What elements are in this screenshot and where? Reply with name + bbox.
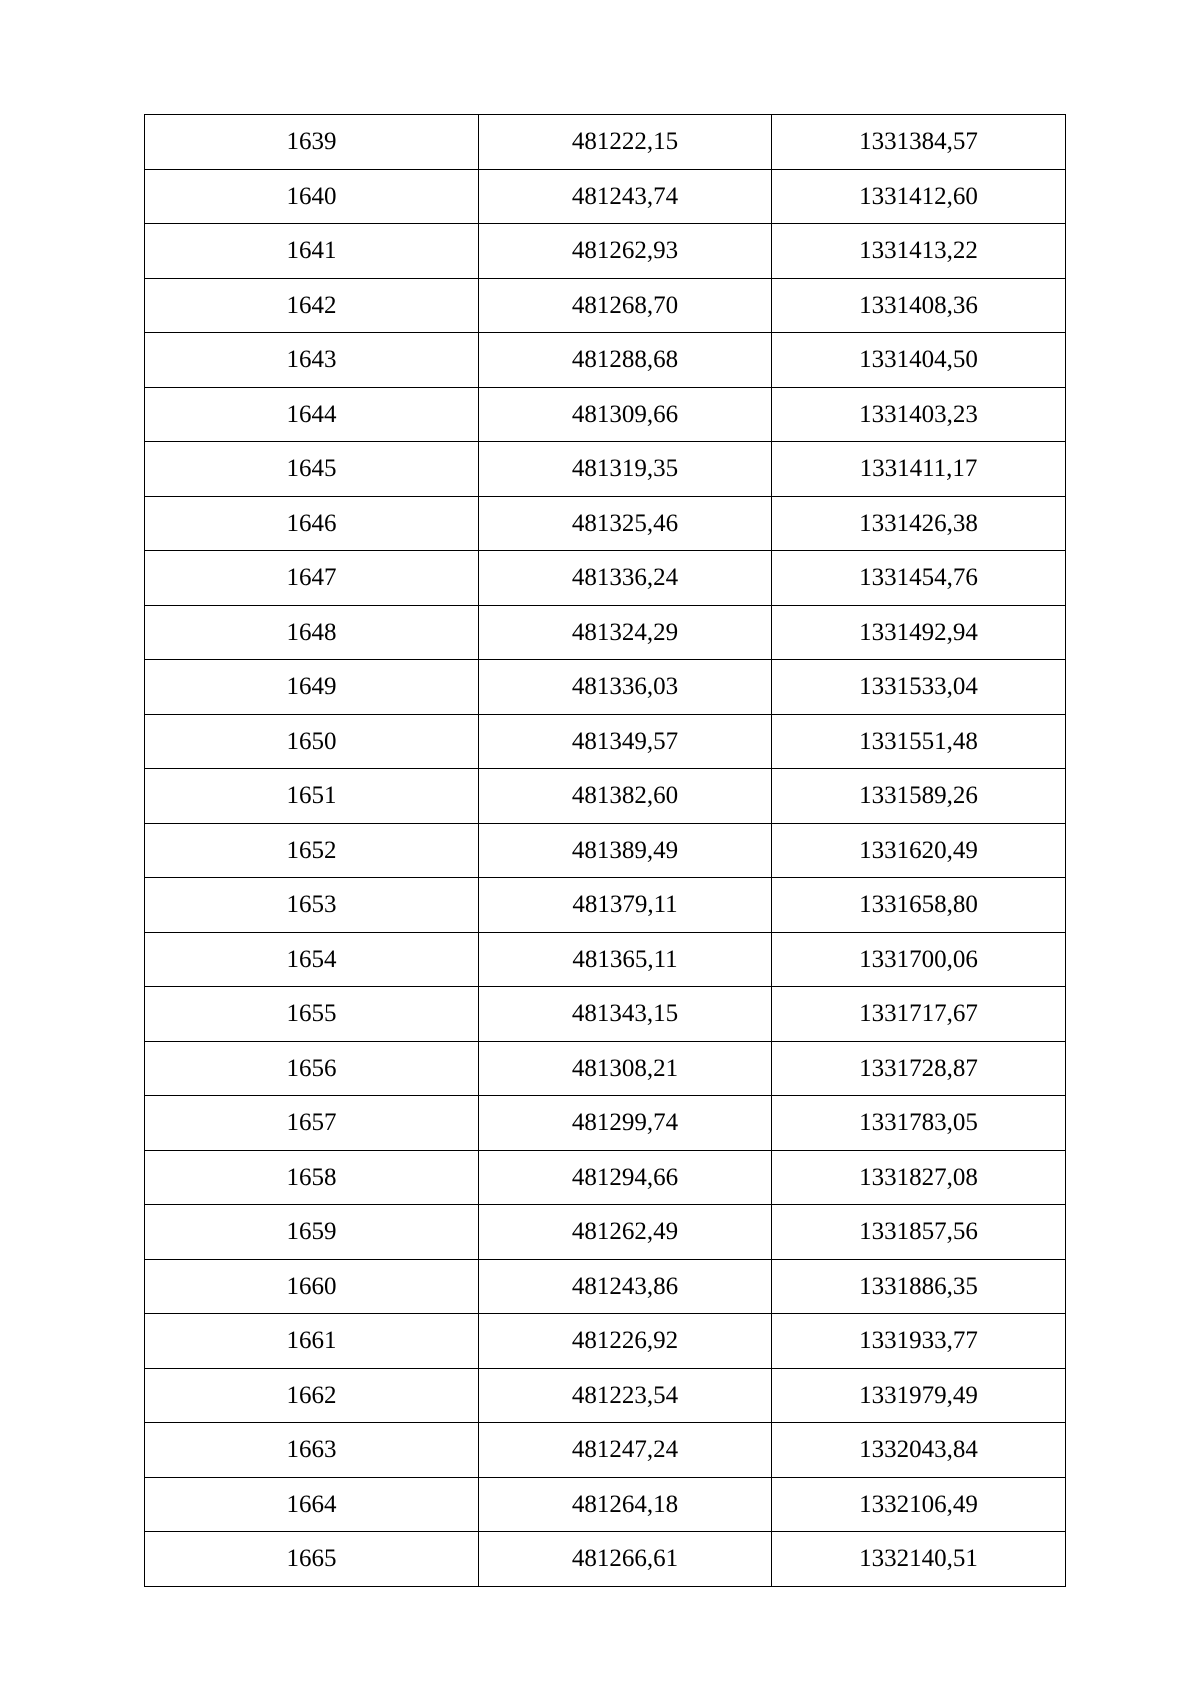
- point-number-cell: 1640: [145, 169, 479, 224]
- y-coordinate-cell: 1331717,67: [772, 987, 1066, 1042]
- point-number-cell: 1642: [145, 278, 479, 333]
- y-coordinate-cell: 1331404,50: [772, 333, 1066, 388]
- table-row: [145, 169, 1066, 224]
- x-coordinate-cell: 481336,03: [479, 660, 772, 715]
- x-coordinate-cell: 481319,35: [479, 442, 772, 497]
- y-coordinate-cell: 1331886,35: [772, 1259, 1066, 1314]
- y-coordinate-cell: 1331412,60: [772, 169, 1066, 224]
- point-number-cell: 1651: [145, 769, 479, 824]
- x-coordinate-cell: 481308,21: [479, 1041, 772, 1096]
- x-coordinate-cell: 481226,92: [479, 1314, 772, 1369]
- point-number-cell: 1641: [145, 224, 479, 279]
- point-number-cell: 1649: [145, 660, 479, 715]
- x-coordinate-cell: 481365,11: [479, 932, 772, 987]
- y-coordinate-cell: 1331658,80: [772, 878, 1066, 933]
- point-number-cell: 1650: [145, 714, 479, 769]
- y-coordinate-cell: 1332043,84: [772, 1423, 1066, 1478]
- table-row: [145, 1423, 1066, 1478]
- x-coordinate-cell: 481222,15: [479, 115, 772, 170]
- table-row: [145, 660, 1066, 715]
- table-row: [145, 605, 1066, 660]
- y-coordinate-cell: 1331783,05: [772, 1096, 1066, 1151]
- coordinates-table: [144, 114, 1066, 1587]
- table-row: [145, 932, 1066, 987]
- table-row: [145, 987, 1066, 1042]
- y-coordinate-cell: 1331589,26: [772, 769, 1066, 824]
- y-coordinate-cell: 1331426,38: [772, 496, 1066, 551]
- y-coordinate-cell: 1331979,49: [772, 1368, 1066, 1423]
- table-row: [145, 714, 1066, 769]
- x-coordinate-cell: 481336,24: [479, 551, 772, 606]
- point-number-cell: 1647: [145, 551, 479, 606]
- table-row: [145, 1259, 1066, 1314]
- y-coordinate-cell: 1331411,17: [772, 442, 1066, 497]
- point-number-cell: 1648: [145, 605, 479, 660]
- table-row: [145, 1041, 1066, 1096]
- point-number-cell: 1639: [145, 115, 479, 170]
- y-coordinate-cell: 1331620,49: [772, 823, 1066, 878]
- x-coordinate-cell: 481309,66: [479, 387, 772, 442]
- x-coordinate-cell: 481243,74: [479, 169, 772, 224]
- point-number-cell: 1653: [145, 878, 479, 933]
- x-coordinate-cell: 481262,49: [479, 1205, 772, 1260]
- table-row: [145, 823, 1066, 878]
- x-coordinate-cell: 481243,86: [479, 1259, 772, 1314]
- table-row: [145, 1096, 1066, 1151]
- point-number-cell: 1658: [145, 1150, 479, 1205]
- y-coordinate-cell: 1331384,57: [772, 115, 1066, 170]
- table-row: [145, 1477, 1066, 1532]
- table-row: [145, 551, 1066, 606]
- table-row: [145, 115, 1066, 170]
- table-row: [145, 1205, 1066, 1260]
- x-coordinate-cell: 481264,18: [479, 1477, 772, 1532]
- y-coordinate-cell: 1331700,06: [772, 932, 1066, 987]
- x-coordinate-cell: 481262,93: [479, 224, 772, 279]
- x-coordinate-cell: 481389,49: [479, 823, 772, 878]
- point-number-cell: 1657: [145, 1096, 479, 1151]
- table-row: [145, 1314, 1066, 1369]
- x-coordinate-cell: 481247,24: [479, 1423, 772, 1478]
- point-number-cell: 1660: [145, 1259, 479, 1314]
- table-row: [145, 387, 1066, 442]
- x-coordinate-cell: 481266,61: [479, 1532, 772, 1587]
- y-coordinate-cell: 1331933,77: [772, 1314, 1066, 1369]
- x-coordinate-cell: 481268,70: [479, 278, 772, 333]
- x-coordinate-cell: 481379,11: [479, 878, 772, 933]
- x-coordinate-cell: 481343,15: [479, 987, 772, 1042]
- table-row: [145, 1150, 1066, 1205]
- point-number-cell: 1646: [145, 496, 479, 551]
- y-coordinate-cell: 1331857,56: [772, 1205, 1066, 1260]
- table-row: [145, 333, 1066, 388]
- table-row: [145, 769, 1066, 824]
- table-row: [145, 442, 1066, 497]
- y-coordinate-cell: 1332140,51: [772, 1532, 1066, 1587]
- point-number-cell: 1661: [145, 1314, 479, 1369]
- x-coordinate-cell: 481349,57: [479, 714, 772, 769]
- point-number-cell: 1664: [145, 1477, 479, 1532]
- y-coordinate-cell: 1331827,08: [772, 1150, 1066, 1205]
- point-number-cell: 1655: [145, 987, 479, 1042]
- x-coordinate-cell: 481325,46: [479, 496, 772, 551]
- y-coordinate-cell: 1331492,94: [772, 605, 1066, 660]
- point-number-cell: 1659: [145, 1205, 479, 1260]
- x-coordinate-cell: 481288,68: [479, 333, 772, 388]
- x-coordinate-cell: 481294,66: [479, 1150, 772, 1205]
- point-number-cell: 1643: [145, 333, 479, 388]
- table-row: [145, 1368, 1066, 1423]
- table-row: [145, 878, 1066, 933]
- x-coordinate-cell: 481223,54: [479, 1368, 772, 1423]
- coordinates-table-body: [145, 115, 1066, 1587]
- point-number-cell: 1656: [145, 1041, 479, 1096]
- point-number-cell: 1663: [145, 1423, 479, 1478]
- y-coordinate-cell: 1331551,48: [772, 714, 1066, 769]
- point-number-cell: 1662: [145, 1368, 479, 1423]
- table-row: [145, 224, 1066, 279]
- point-number-cell: 1652: [145, 823, 479, 878]
- y-coordinate-cell: 1332106,49: [772, 1477, 1066, 1532]
- x-coordinate-cell: 481324,29: [479, 605, 772, 660]
- point-number-cell: 1654: [145, 932, 479, 987]
- y-coordinate-cell: 1331403,23: [772, 387, 1066, 442]
- table-row: [145, 496, 1066, 551]
- point-number-cell: 1645: [145, 442, 479, 497]
- y-coordinate-cell: 1331408,36: [772, 278, 1066, 333]
- y-coordinate-cell: 1331454,76: [772, 551, 1066, 606]
- table-row: [145, 278, 1066, 333]
- y-coordinate-cell: 1331728,87: [772, 1041, 1066, 1096]
- point-number-cell: 1665: [145, 1532, 479, 1587]
- y-coordinate-cell: 1331413,22: [772, 224, 1066, 279]
- point-number-cell: 1644: [145, 387, 479, 442]
- y-coordinate-cell: 1331533,04: [772, 660, 1066, 715]
- table-row: [145, 1532, 1066, 1587]
- x-coordinate-cell: 481382,60: [479, 769, 772, 824]
- x-coordinate-cell: 481299,74: [479, 1096, 772, 1151]
